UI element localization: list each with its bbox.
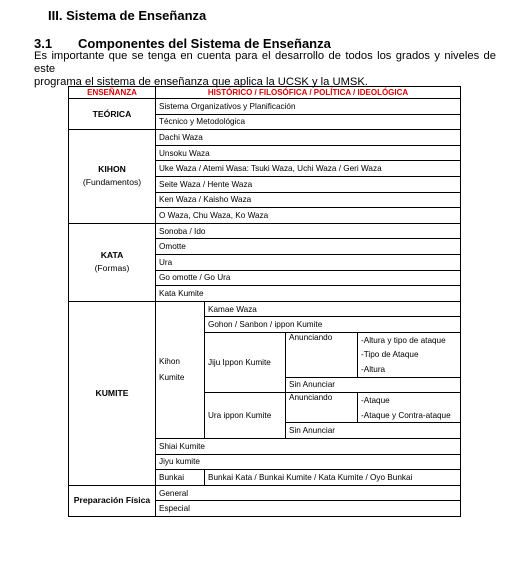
- category-preparacion: Preparación Física: [69, 485, 156, 516]
- table-cell: General: [156, 485, 461, 501]
- table-cell: Ken Waza / Kaisho Waza: [156, 192, 461, 208]
- table-header-row: [69, 87, 461, 99]
- category-kumite: KUMITE: [69, 301, 156, 485]
- category-kata-sublabel: (Formas): [94, 263, 130, 274]
- header-historico: HISTÓRICO / FILOSÓFICA / POLÍTICA / IDEOLÓGICA: [156, 87, 461, 99]
- category-kihon-label: KIHON: [98, 164, 126, 175]
- jiju-ippon-kumite-cell: Jiju Ippon Kumite: [205, 332, 286, 392]
- table-cell: -Ataque y Contra-ataque: [358, 408, 461, 423]
- subsection-title: Componentes del Sistema de Enseñanza: [78, 36, 331, 51]
- bunkai-value-cell: Bunkai Kata / Bunkai Kumite / Kata Kumite / Oyo Bunkai: [205, 470, 461, 486]
- jiju-anunciando-cell: Anunciando: [286, 332, 358, 377]
- table-cell: Shiai Kumite: [156, 439, 461, 455]
- table-cell: -Tipo de Ataque: [358, 348, 461, 363]
- table-cell: Uke Waza / Atemi Wasa: Tsuki Waza, Uchi Waza / Geri Waza: [156, 161, 461, 177]
- category-teorica: TEÓRICA: [69, 99, 156, 130]
- table-cell: -Altura y tipo de ataque: [358, 332, 461, 347]
- category-kihon-sublabel: (Fundamentos): [82, 177, 142, 188]
- table-cell: Omotte: [156, 239, 461, 255]
- table-cell: Jiyu kumite: [156, 454, 461, 470]
- header-ensenanza: ENSEÑANZA: [69, 87, 156, 99]
- table-cell: Kata Kumite: [156, 286, 461, 302]
- table-cell: Gohon / Sanbon / ippon Kumite: [205, 317, 461, 333]
- table-cell: Seite Waza / Hente Waza: [156, 176, 461, 192]
- intro-paragraph: [34, 50, 496, 89]
- category-kata-label: KATA: [100, 250, 124, 261]
- section-title: Sistema de Enseñanza: [66, 8, 207, 23]
- ura-ippon-kumite-cell: Ura ippon Kumite: [205, 393, 286, 439]
- ura-sin-anunciar-cell: Sin Anunciar: [286, 423, 461, 439]
- table-row: [69, 223, 461, 239]
- bunkai-label-cell: Bunkai: [156, 470, 205, 486]
- section-number: III.: [48, 8, 63, 23]
- table-row: [69, 485, 461, 501]
- table-cell: Especial: [156, 501, 461, 517]
- table-cell: Unsoku Waza: [156, 145, 461, 161]
- table-cell: Técnico y Metodológica: [156, 114, 461, 130]
- paragraph-line-2: programa el sistema de enseñanza que aplica la UCSK y la UMSK.: [34, 76, 368, 88]
- table-cell: O Waza, Chu Waza, Ko Waza: [156, 208, 461, 224]
- table-cell: Sistema Organizativos y Planificación: [156, 99, 461, 115]
- table-cell: -Altura: [358, 362, 461, 377]
- subsection-heading: [34, 36, 331, 51]
- table-cell: Kamae Waza: [205, 301, 461, 317]
- section-heading: [48, 8, 206, 23]
- table-row: [69, 99, 461, 115]
- table-cell: -Ataque: [358, 393, 461, 408]
- table-cell: Ura: [156, 254, 461, 270]
- table-cell: Dachi Waza: [156, 130, 461, 146]
- table-cell: Go omotte / Go Ura: [156, 270, 461, 286]
- jiju-sin-anunciar-cell: Sin Anunciar: [286, 377, 461, 393]
- paragraph-line-1: Es importante que se tenga en cuenta para el desarrollo de todos los grados y niveles de este: [34, 50, 496, 75]
- table-row: [69, 130, 461, 146]
- table-row: [69, 301, 461, 317]
- teaching-system-table: [68, 86, 461, 517]
- table-cell: Sonoba / Ido: [156, 223, 461, 239]
- kihon-kumite-cell: Kihon Kumite: [156, 301, 205, 438]
- category-kihon: [69, 130, 156, 224]
- category-kata: [69, 223, 156, 301]
- ura-anunciando-cell: Anunciando: [286, 393, 358, 423]
- subsection-number: 3.1: [34, 36, 53, 51]
